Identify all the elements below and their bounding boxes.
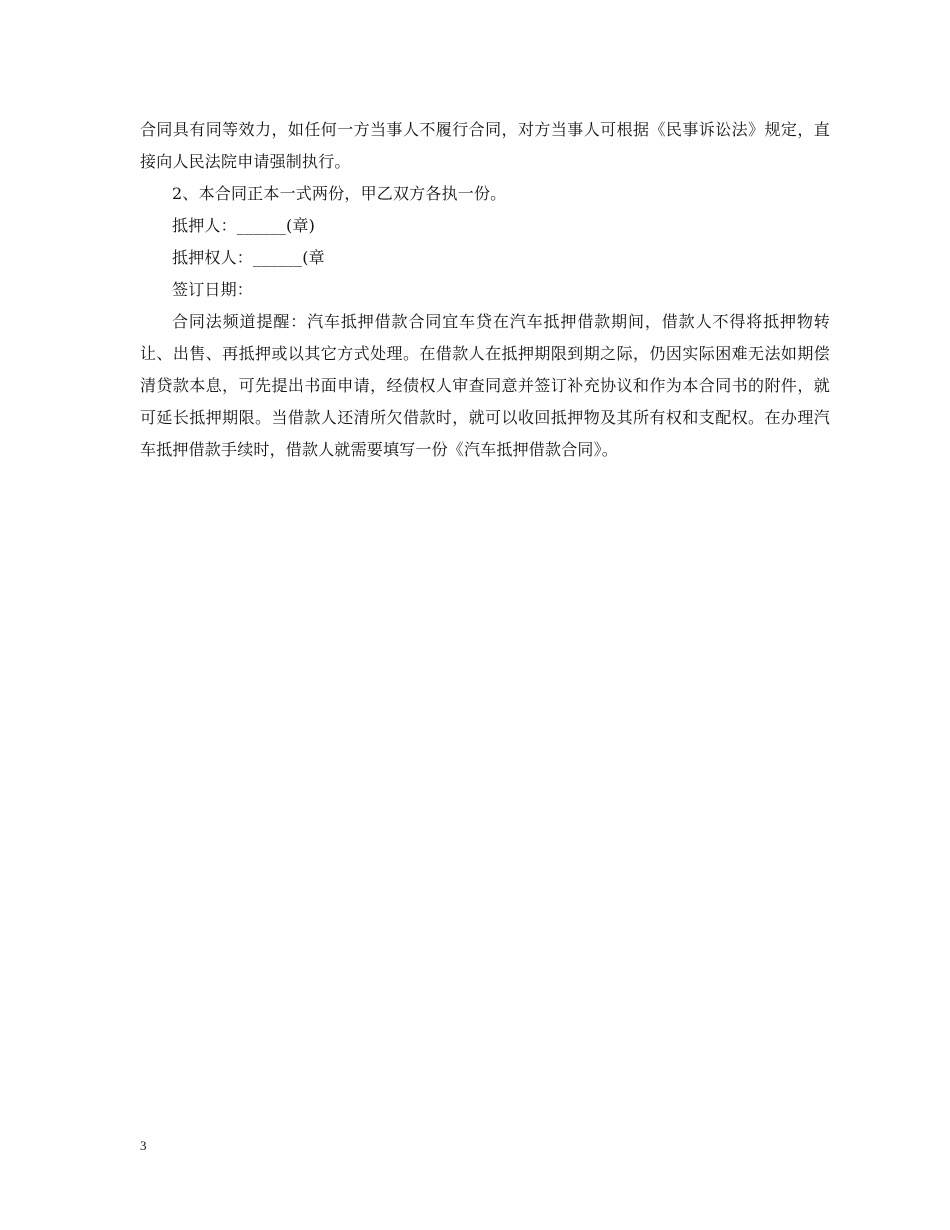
mortgagor-signature-line: 抵押人：______(章) (172, 216, 316, 235)
signing-date-line: 签订日期： (172, 280, 254, 299)
document-body (140, 114, 830, 466)
paragraph-reminder: 合同法频道提醒：汽车抵押借款合同宜车贷在汽车抵押借款期间，借款人不得将抵押物转让、出售、再抵押或以其它方式处理。在借款人在抵押期限到期之际，仍因实际困难无法如期偿清贷款本息，可先提出书面申请，经债权人审查同意并签订补充协议和作为本合同书的附件，就可延长抵押期限。当借款人还清所欠借款时，就可以收回抵押物及其所有权和支配权。在办理汽车抵押借款手续时，借款人就需要填写一份《汽车抵押借款合同》。 (140, 312, 830, 459)
paragraph-continuation: 合同具有同等效力，如任何一方当事人不履行合同，对方当事人可根据《民事诉讼法》规定，直接向人民法院申请强制执行。 (140, 120, 830, 171)
mortgagee-signature-line: 抵押权人：______(章 (172, 248, 325, 267)
paragraph-clause-2: 2、本合同正本一式两份，甲乙双方各执一份。 (172, 184, 507, 203)
page-number: 3 (140, 1138, 147, 1153)
